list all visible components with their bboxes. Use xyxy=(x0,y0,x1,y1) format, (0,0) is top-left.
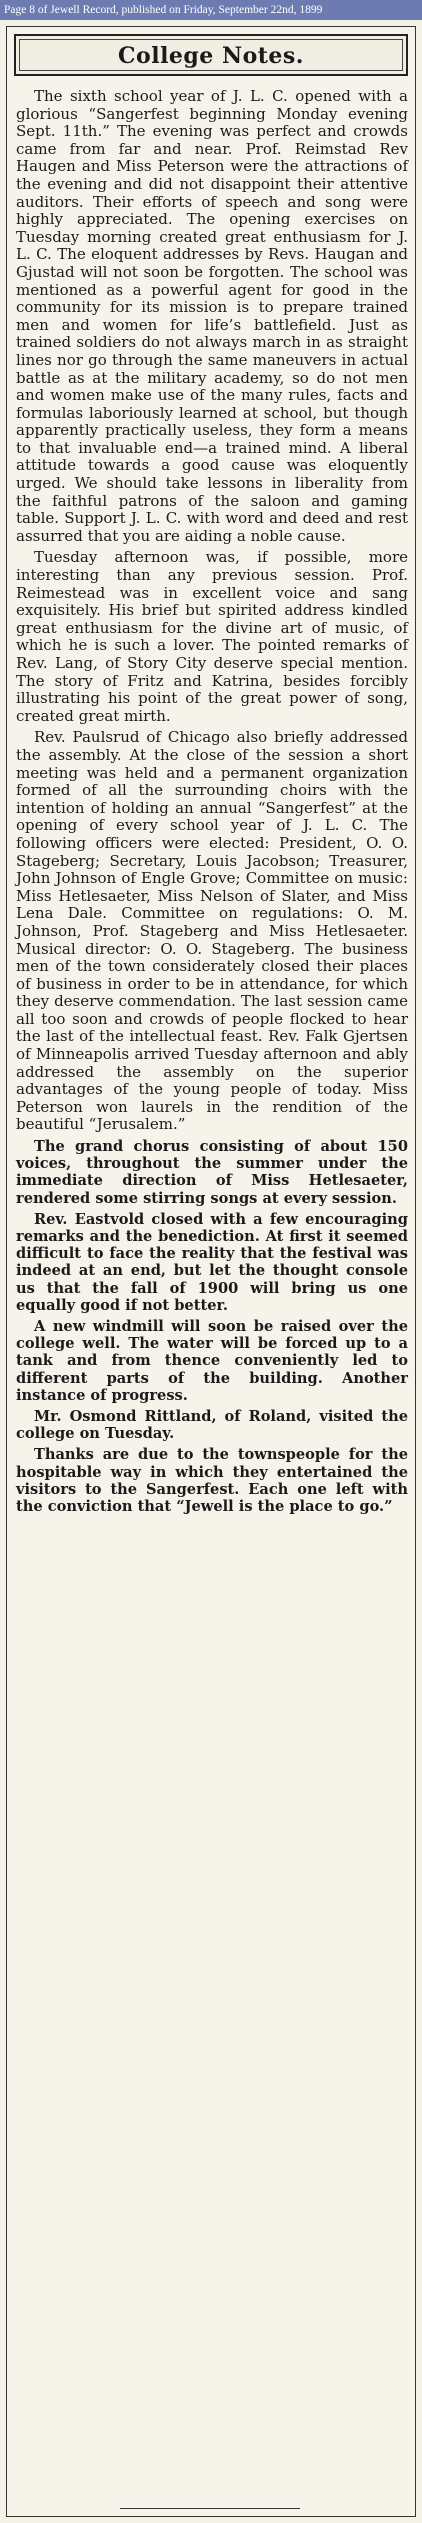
heading-box xyxy=(14,34,408,76)
page-caption-bar xyxy=(0,0,422,20)
paragraph-tuesday-afternoon: Tuesday afternoon was, if possible, more interesting than any previous session. Prof. Reimestead was in excellent voice and sang exquisitely. His brief but spirited address kindled great enthusiasm for the divine art of music, of which he is such a lover. The pointed remarks of Rev. Lang, of Story City deserve special mention. The story of Fritz and Katrina, besides forcibly illustrating his point of the great power of song, created great mirth. xyxy=(16,548,408,725)
paragraph-thanks: Thanks are due to the townspeople for the hospitable way in which they entertained the visitors to the Sangerfest. Each one left with the conviction that “Jewell is the place to go.” xyxy=(16,1446,408,1516)
paragraph-eastvold-closing: Rev. Eastvold closed with a few encouraging remarks and the benediction. At first it seemed difficult to face the reality that the festival was indeed at an end, but let the thought console us that the fall of 1900 will bring us one equally good if not better. xyxy=(16,1210,408,1314)
page-caption: Page 8 of Jewell Record, published on Friday, September 22nd, 1899 xyxy=(4,4,323,16)
paragraph-paulsrud-officers: Rev. Paulsrud of Chicago also briefly addressed the assembly. At the close of the session a short meeting was held and a permanent organization formed of all the surrounding choirs with the intention of holding an annual “Sangerfest” at the opening of every school year of J. L. C. The following officers were elected: President, O. O. Stageberg; Secretary, Louis Jacobson; Treasurer, John Johnson of Engle Grove; Committee on music: Miss Hetlesaeter, Miss Nelson of Slater, and Miss Lena Dale. Committee on regulations: O. M. Johnson, Prof. Stageberg and Miss Hetlesaeter. Musical director: O. O. Stageberg. The business men of the town considerately closed their places of business in order to be in attendance, for which they deserve commendation. The last session came all too soon and crowds of people flocked to hear the last of the intellectual feast. Rev. Falk Gjertsen of Minneapolis arrived Tuesday afternoon and ably addressed the assembly on the superior advantages of the young people of today. Miss Peterson won laurels in the rendition of the beautiful “Jerusalem.” xyxy=(16,728,408,1134)
article-body xyxy=(16,88,408,1519)
paragraph-grand-chorus: The grand chorus consisting of about 150 voices, throughout the summer under the immediate direction of Miss Hetlesaeter, rendered some stirring songs at every session. xyxy=(16,1138,408,1207)
heading: College Notes. xyxy=(19,39,403,71)
closing-rule xyxy=(120,2508,300,2509)
paragraph-rittland-visit: Mr. Osmond Rittland, of Roland, visited the college on Tuesday. xyxy=(16,1408,408,1443)
paragraph-windmill: A new windmill will soon be raised over the college well. The water will be forced up to a tank and from thence conveniently led to different parts of the building. Another instance of progress. xyxy=(16,1318,408,1404)
paragraph-sangerfest-opening: The sixth school year of J. L. C. opened with a glorious “Sangerfest beginning Monday evening Sept. 11th.” The evening was perfect and crowds came from far and near. Prof. Reimstad Rev Haugen and Miss Peterson were the attractions of the evening and did not disappoint their attentive auditors. Their efforts of speech and song were highly appreciated. The opening exercises on Tuesday morning created great enthusiasm for J. L. C. The eloquent addresses by Revs. Haugan and Gjustad will not soon be forgotten. The school was mentioned as a powerful agent for good in the community for its mission is to prepare trained men and women for life’s battlefield. Just as trained soldiers do not always march in as straight lines nor go through the same maneuvers in actual battle as at the military academy, so do not men and women make use of the many rules, facts and formulas laboriously learned at school, but though apparently practically useless, they form a means to that invaluable end—a trained mind. A liberal attitude towards a good cause was eloquently urged. We should take lessons in liberality from the faithful patrons of the saloon and gaming table. Support J. L. C. with word and deed and rest assurred that you are aiding a noble cause. xyxy=(16,87,408,545)
